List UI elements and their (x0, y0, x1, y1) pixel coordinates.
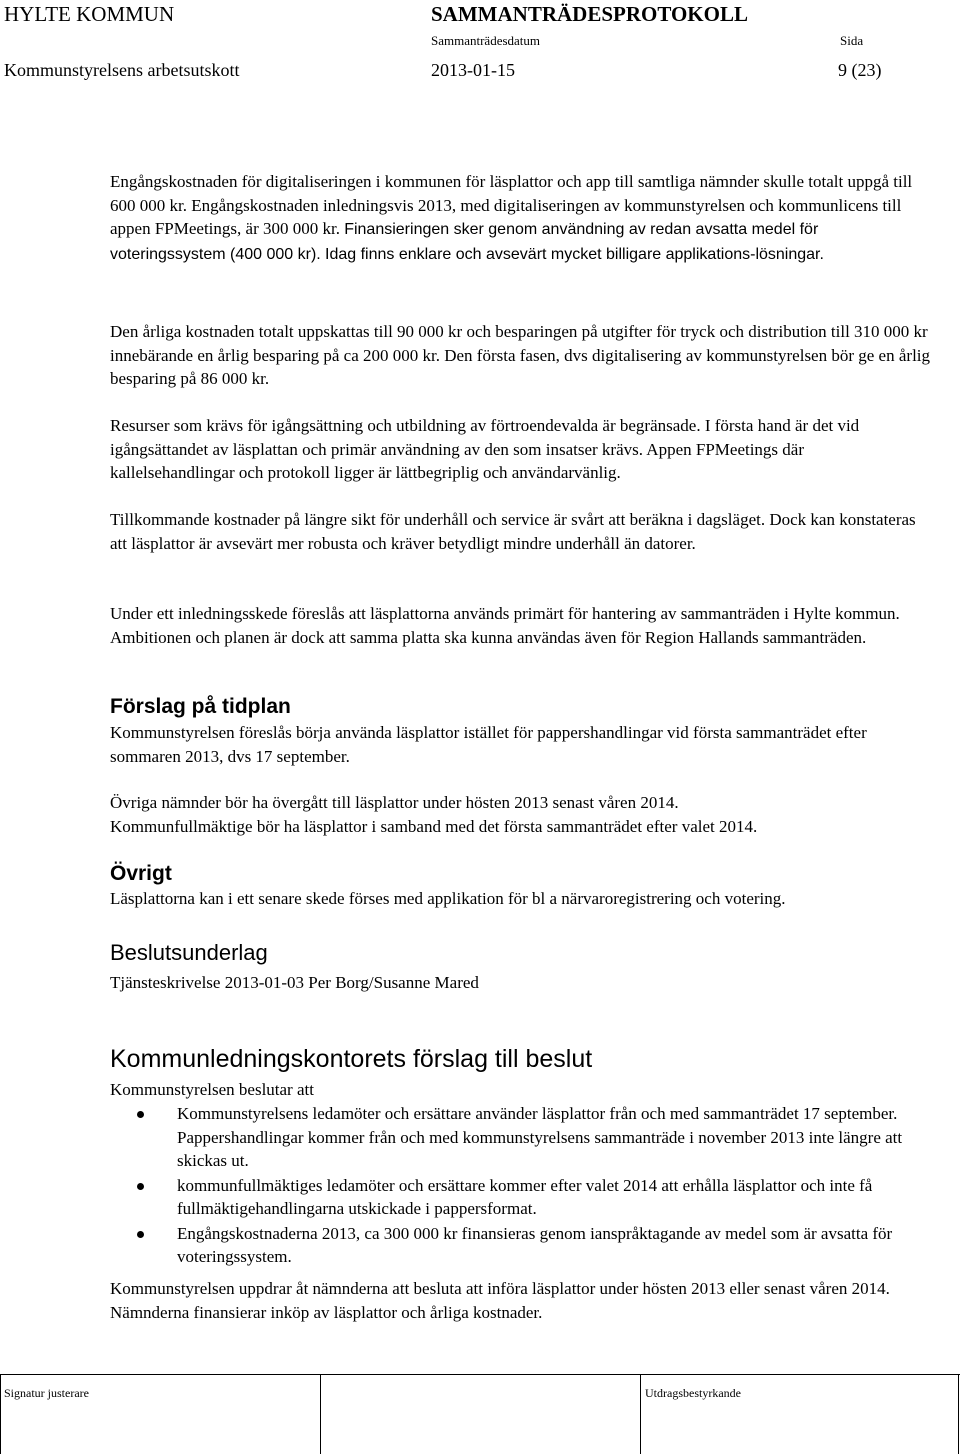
paragraph-cost-text: Engångskostnaden för digitaliseringen i kommunen för läsplattor och app till samtliga nämnder skulle totalt uppgå till 600 000 kr. Engångskostnaden inledningsvis 2013, med digitaliseringen av kommunstyrelsen och kommunlicens till appen FPMeetings, är 300 000 kr. (110, 172, 913, 238)
paragraph-financing-text: Finansieringen sker genom användning av redan avsatta medel för voteringssystem (400 000 kr). (110, 221, 819, 263)
paragraph-cost (110, 170, 930, 266)
footer-top-rule (0, 1374, 960, 1375)
meeting-date: 2013-01-15 (431, 60, 515, 80)
paragraph-forslag-closing: Kommunstyrelsen uppdrar åt nämnderna att besluta att införa läsplattor under hösten 2013 eller senast våren 2014. Nämnderna finansierar inköp av läsplattor och årliga kostnader. (110, 1279, 890, 1322)
heading-forslag-till-beslut: Kommunledningskontorets förslag till beslut (110, 1045, 593, 1073)
paragraph-resources: Resurser som krävs för igångsättning och utbildning av förtroendevalda är begränsade. I första hand är det vid igångsättandet av läsplattan och primär användning av den som insatser krävs. Appen FPMeetings där kallelsehandlingar och protokoll ligger är lättbegriplig och användarvänlig. (110, 416, 860, 482)
tidplan-others-text: Övriga nämnder bör ha övergått till läsplattor under hösten 2013 senast våren 2014. (110, 793, 679, 812)
decision-item-text: Kommunstyrelsens ledamöter och ersättare använder läsplattor från och med sammanträdet 17 september. Pappershandlingar kommer från och med kommunstyrelsens sammanträde i november 2013 inte längre att skickas ut. (177, 1104, 903, 1170)
date-label: Sammanträdesdatum (431, 33, 541, 48)
org-name: HYLTE KOMMUN (4, 2, 175, 26)
paragraph-alternatives-text: Idag finns enklare och avsevärt mycket billigare applikations-lösningar. (325, 245, 824, 263)
paragraph-maintenance: Tillkommande kostnader på längre sikt för underhåll och service är svårt att beräkna i dagsläget. Dock kan konstateras att läsplattor är avsevärt mer robusta och kräver betydligt mindre underhåll än datorer. (110, 510, 916, 553)
decision-list (110, 1102, 925, 1270)
paragraph-beslutsunderlag: Tjänsteskrivelse 2013-01-03 Per Borg/Susanne Mared (110, 973, 479, 992)
bullet-icon (137, 1111, 144, 1118)
bullet-icon (137, 1231, 144, 1238)
paragraph-annual-cost: Den årliga kostnaden totalt uppskattas till 90 000 kr och besparingen på utgifter för tryck och distribution till 310 000 kr innebärande en årlig besparing på ca 200 000 kr. Den första fasen, dvs digitalisering av kommunstyrelsen bör ge en årlig besparing på 86 000 kr. (110, 322, 931, 388)
decision-item (110, 1174, 925, 1221)
footer-divider-1 (320, 1374, 321, 1454)
tidplan-kf-text: Kommunfullmäktige bör ha läsplattor i samband med det första sammanträdet efter valet 2014. (110, 816, 758, 836)
heading-beslutsunderlag: Beslutsunderlag (110, 940, 268, 965)
document-type: SAMMANTRÄDESPROTOKOLL (431, 2, 748, 26)
committee-name: Kommunstyrelsens arbetsutskott (4, 60, 240, 80)
paragraph-usage: Under ett inledningsskede föreslås att läsplattorna används primärt för hantering av sammanträden i Hylte kommun. Ambitionen och planen är dock att samma platta ska kunna användas även för Region Hallands sammanträden. (110, 604, 900, 647)
bullet-icon (137, 1183, 144, 1190)
page-label: Sida (840, 33, 864, 48)
extract-label: Utdragsbestyrkande (645, 1386, 741, 1400)
heading-tidplan: Förslag på tidplan (110, 695, 291, 718)
paragraph-ovrigt: Läsplattorna kan i ett senare skede förses med applikation för bl a närvaroregistrering och votering. (110, 889, 786, 908)
footer-right-border (958, 1374, 959, 1454)
page-number: 9 (23) (838, 60, 882, 80)
footer-left-border (0, 1374, 1, 1454)
footer-divider-2 (640, 1374, 641, 1454)
heading-ovrigt: Övrigt (110, 862, 172, 885)
signature-label: Signatur justerare (4, 1386, 89, 1400)
decision-item (110, 1102, 925, 1173)
paragraph-forslag-intro: Kommunstyrelsen beslutar att (110, 1080, 314, 1099)
paragraph-tidplan-others (110, 791, 930, 838)
paragraph-tidplan-ks: Kommunstyrelsen föreslås börja använda läsplattor istället för pappershandlingar vid första sammanträdet efter sommaren 2013, dvs 17 september. (110, 723, 867, 766)
decision-item-text: kommunfullmäktiges ledamöter och ersättare kommer efter valet 2014 att erhålla läsplattor och inte få fullmäktigehandlingarna utskickade i pappersformat. (177, 1175, 873, 1218)
decision-item (110, 1222, 925, 1269)
decision-item-text: Engångskostnaderna 2013, ca 300 000 kr finansieras genom ianspråktagande av medel som är avsatta för voteringssystem. (177, 1223, 893, 1266)
